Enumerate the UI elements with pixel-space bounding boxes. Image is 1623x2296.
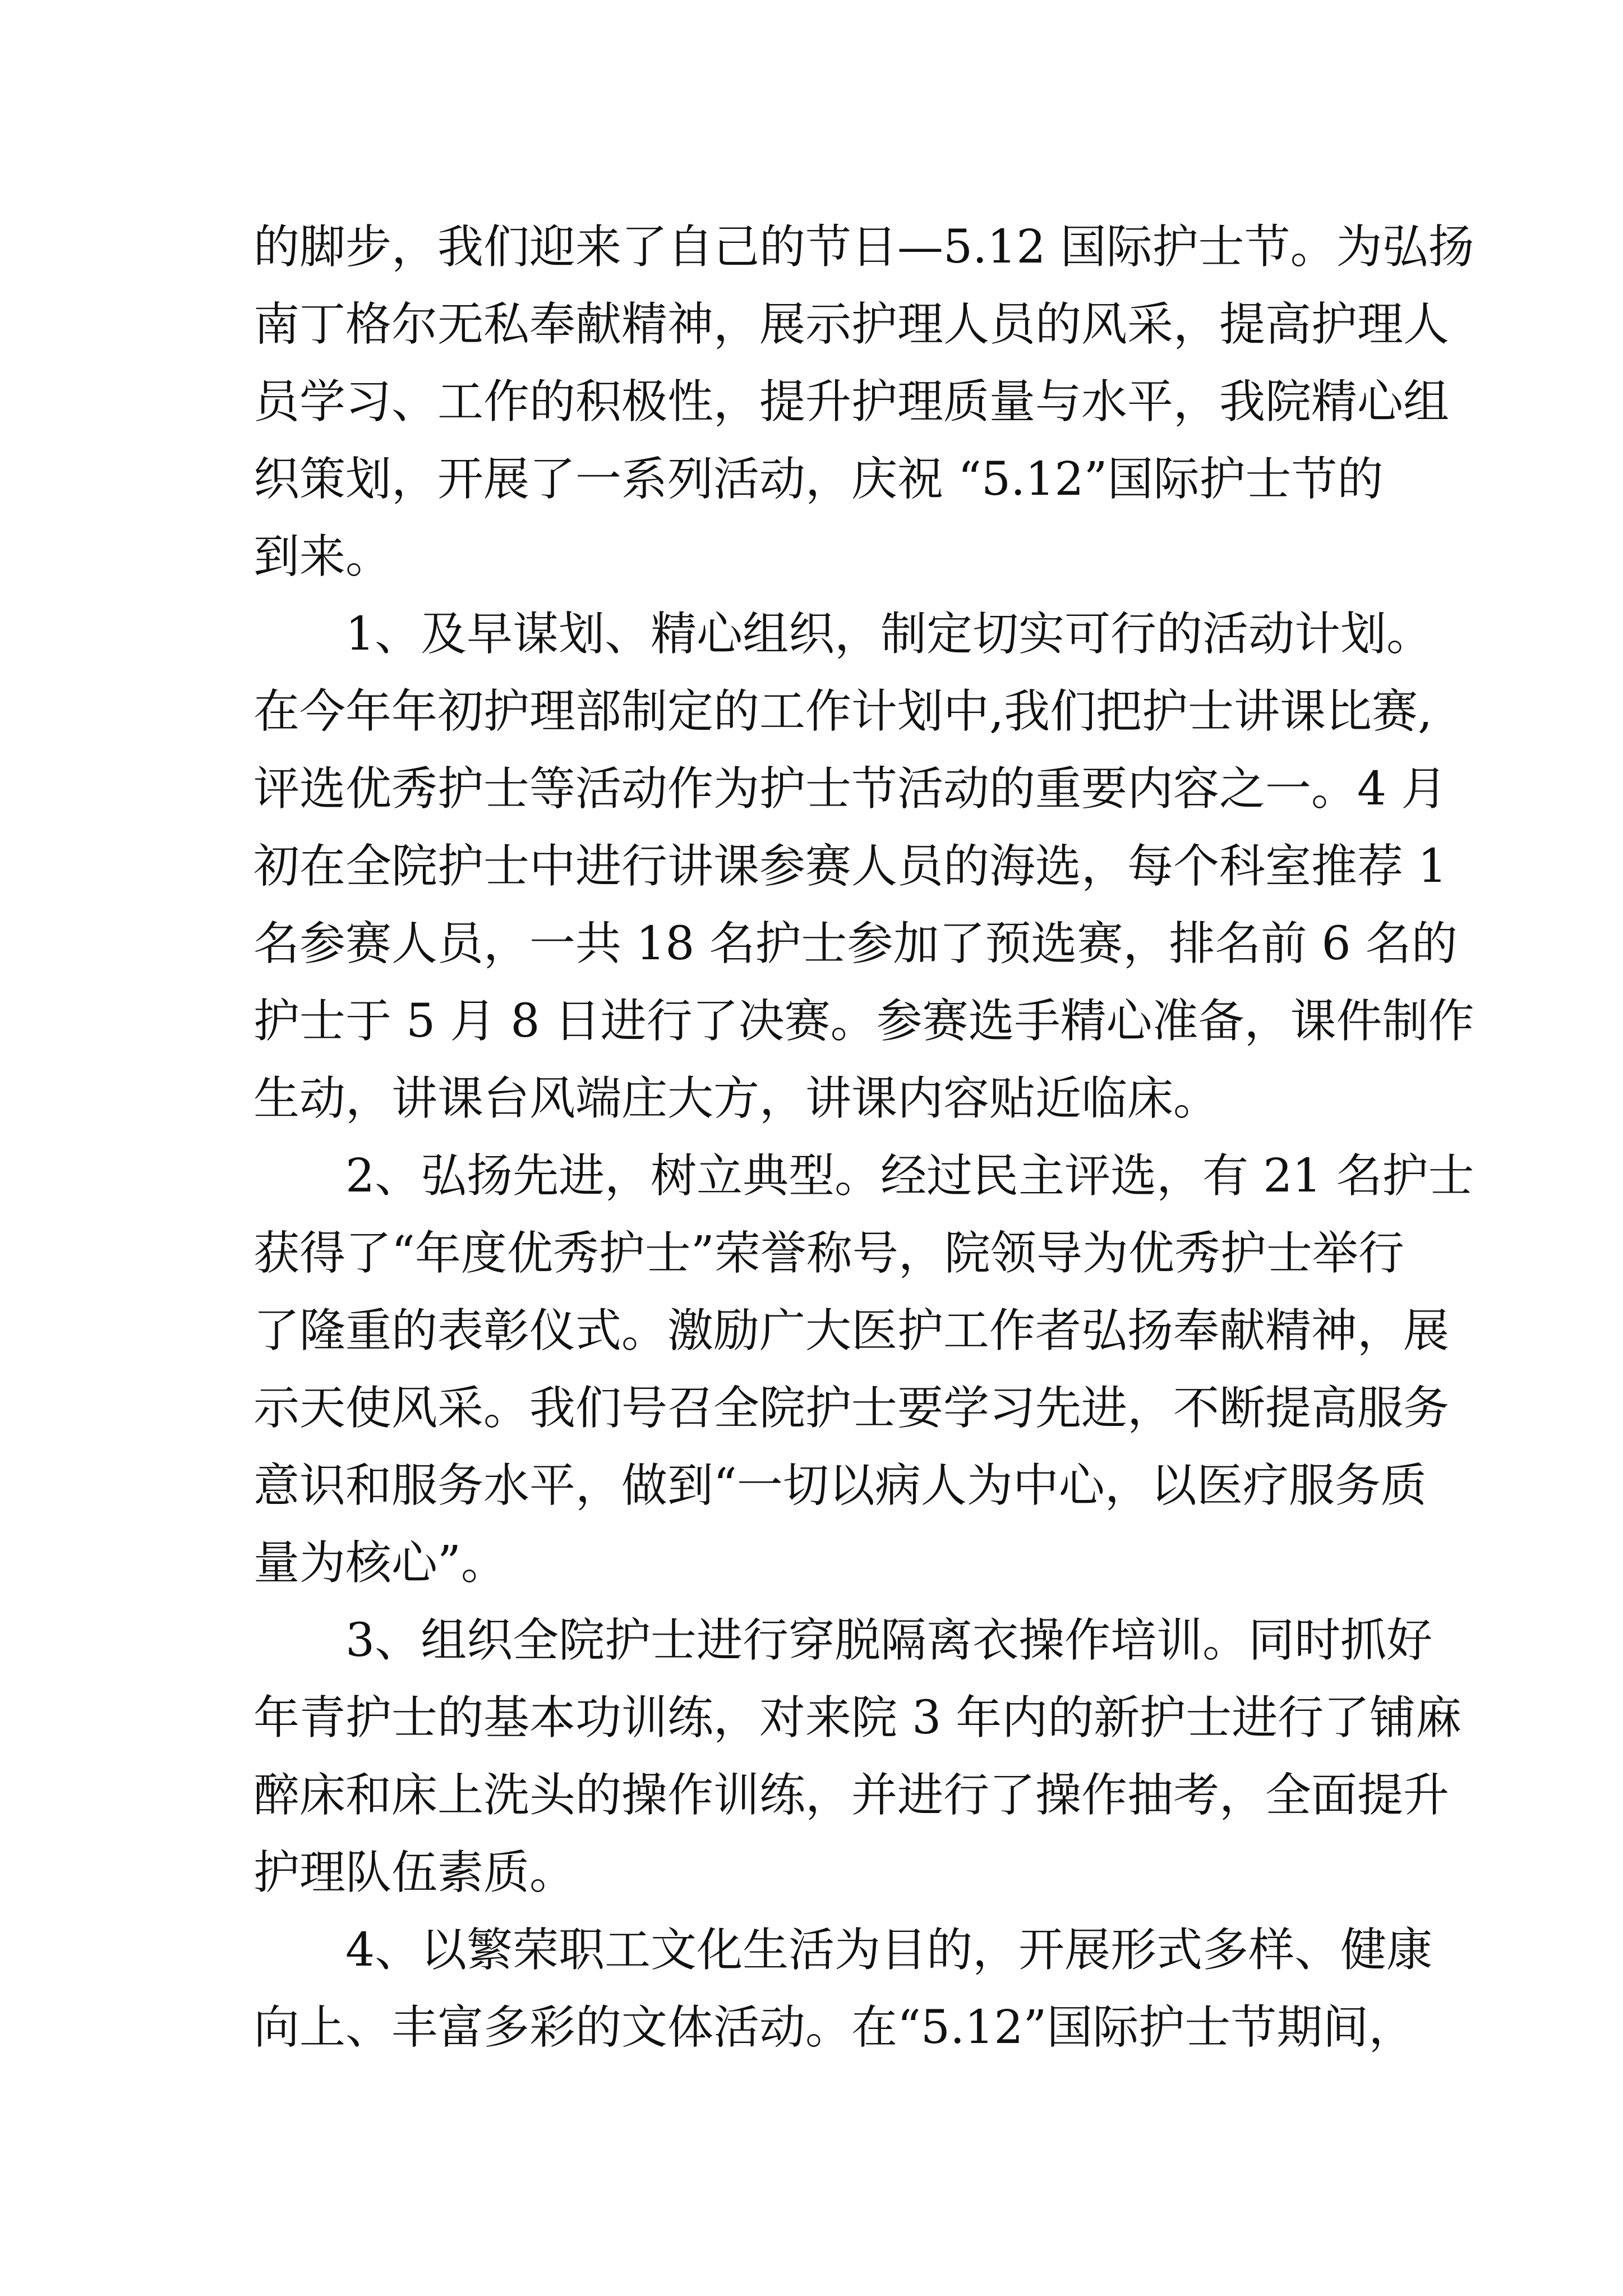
paragraph-item-1 bbox=[253, 596, 1474, 1138]
text-line: 到来。 bbox=[253, 530, 392, 583]
text-line: 3、组织全院护士进行穿脱隔离衣操作培训。同时抓好 bbox=[345, 1614, 1433, 1667]
paragraph-item-3 bbox=[253, 1602, 1462, 1912]
paragraph-item-2 bbox=[253, 1138, 1474, 1602]
text-line: 名参赛人员，一共 18 名护士参加了预选赛，排名前 6 名的 bbox=[253, 917, 1458, 970]
paragraph-intro bbox=[253, 209, 1474, 596]
text-line: 4、以繁荣职工文化生活为目的，开展形式多样、健康 bbox=[345, 1924, 1433, 1977]
text-line: 织策划，开展了一系列活动，庆祝 “5.12”国际护士节的 bbox=[253, 453, 1384, 506]
text-line: 初在全院护士中进行讲课参赛人员的海选，每个科室推荐 1 bbox=[253, 840, 1447, 893]
text-line: 醉床和床上洗头的操作训练，并进行了操作抽考，全面提升 bbox=[253, 1769, 1450, 1822]
text-line: 年青护士的基本功训练，对来院 3 年内的新护士进行了铺麻 bbox=[253, 1691, 1462, 1745]
text-line: 向上、丰富多彩的文体活动。在“5.12”国际护士节期间， bbox=[253, 2001, 1415, 2054]
text-line: 在今年年初护理部制定的工作计划中,我们把护士讲课比赛, bbox=[253, 685, 1433, 738]
text-line: 南丁格尔无私奉献精神，展示护理人员的风采，提高护理人 bbox=[253, 298, 1450, 351]
text-line: 了隆重的表彰仪式。激励广大医护工作者弘扬奉献精神，展 bbox=[253, 1304, 1450, 1358]
text-line: 意识和服务水平，做到“一切以病人为中心，以医疗服务质 bbox=[253, 1459, 1427, 1512]
text-line: 评选优秀护士等活动作为护士节活动的重要内容之一。4 月 bbox=[253, 762, 1447, 816]
paragraph-item-4 bbox=[253, 1912, 1433, 2067]
text-line: 2、弘扬先进，树立典型。经过民主评选，有 21 名护士 bbox=[345, 1149, 1474, 1203]
text-line: 的脚步，我们迎来了自己的节日—5.12 国际护士节。为弘扬 bbox=[253, 220, 1474, 274]
text-line: 护理队伍素质。 bbox=[253, 1846, 576, 1899]
text-line: 1、及早谋划、精心组织，制定切实可行的活动计划。 bbox=[345, 608, 1433, 661]
text-line: 护士于 5 月 8 日进行了决赛。参赛选手精心准备，课件制作 bbox=[253, 995, 1474, 1048]
text-line: 获得了“年度优秀护士”荣誉称号，院领导为优秀护士举行 bbox=[253, 1227, 1404, 1280]
text-line: 员学习、工作的积极性，提升护理质量与水平，我院精心组 bbox=[253, 375, 1450, 429]
document-body bbox=[253, 209, 1474, 2067]
text-line: 示天使风采。我们号召全院护士要学习先进，不断提高服务 bbox=[253, 1382, 1450, 1435]
text-line: 量为核心”。 bbox=[253, 1536, 507, 1590]
text-line: 生动，讲课台风端庄大方，讲课内容贴近临床。 bbox=[253, 1072, 1220, 1125]
